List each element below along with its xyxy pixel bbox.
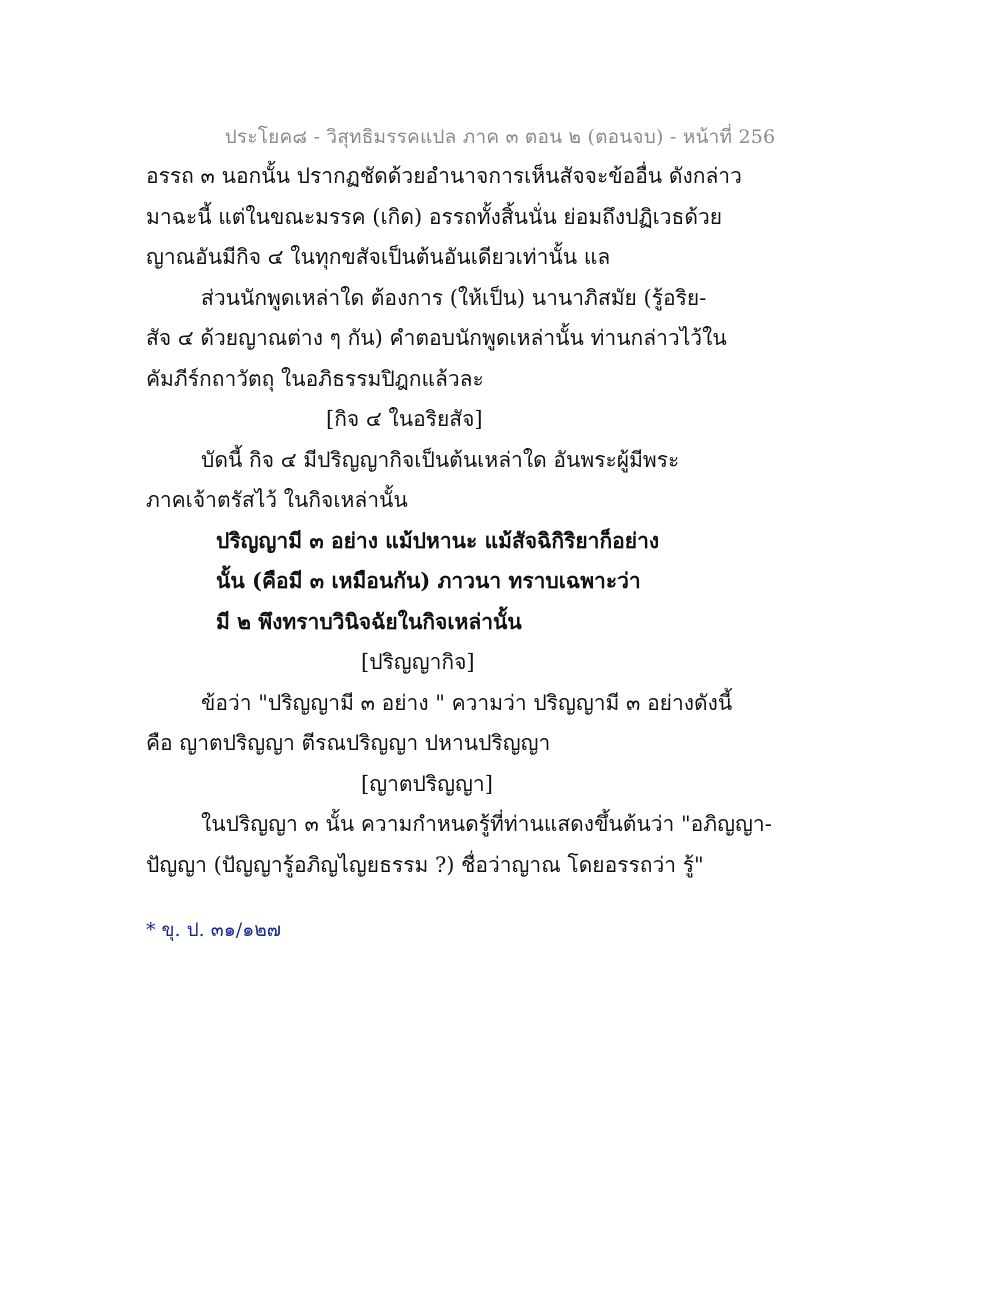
text-line: ภาคเจ้าตรัสไว้ ในกิจเหล่านั้น xyxy=(146,488,408,512)
text-line: ปัญญา (ปัญญารู้อภิญไญยธรรม ?) ชื่อว่าญาณ โดยอรรถว่า รู้" xyxy=(146,852,704,877)
text-line: ญาณอันมีกิจ ๔ ในทุกขสัจเป็นต้นอันเดียวเท่านั้น แล xyxy=(146,245,611,269)
paragraph-start: ในปริญญา ๓ นั้น ความกำหนดรู้ที่ท่านแสดงขึ้นต้นว่า "อภิญญา- xyxy=(201,812,772,836)
paragraph-start: ข้อว่า "ปริญญามี ๓ อย่าง " ความว่า ปริญญามี ๓ อย่างดังนี้ xyxy=(201,690,733,715)
verse-line: มี ๒ พึงทราบวินิจฉัยในกิจเหล่านั้น xyxy=(216,608,522,634)
page-header: ประโยค๘ - วิสุทธิมรรคแปล ภาค ๓ ตอน ๒ (ตอนจบ) - หน้าที่ 256 xyxy=(224,126,776,148)
text-line: สัจ ๔ ด้วยญาณต่าง ๆ กัน) คำตอบนักพูดเหล่านั้น ท่านกล่าวไว้ใน xyxy=(146,326,727,350)
section-heading: [ญาตปริญญา] xyxy=(361,771,493,796)
paragraph-start: บัดนี้ กิจ ๔ มีปริญญากิจเป็นต้นเหล่าใด อันพระผู้มีพระ xyxy=(201,447,680,472)
paragraph-start: ส่วนนักพูดเหล่าใด ต้องการ (ให้เป็น) นานาภิสมัย (รู้อริย- xyxy=(201,285,707,310)
section-heading: [กิจ ๔ ในอริยสัจ] xyxy=(326,407,483,431)
text-line: คัมภีร์กถาวัตถุ ในอภิธรรมปิฎกแล้วละ xyxy=(146,366,484,391)
text-line: มาฉะนี้ แต่ในขณะมรรค (เกิด) อรรถทั้งสิ้นนั่น ย่อมถึงปฏิเวธด้วย xyxy=(146,204,723,229)
page-body xyxy=(146,156,772,885)
section-heading: [ปริญญากิจ] xyxy=(361,650,475,674)
verse-line: นั้น (คือมี ๓ เหมือนกัน) ภาวนา ทราบเฉพาะว่า xyxy=(216,568,641,593)
text-line: อรรถ ๓ นอกนั้น ปรากฏชัดด้วยอำนาจการเห็นสัจจะข้ออื่น ดังกล่าว xyxy=(146,164,742,188)
footnote: * ขุ. ป. ๓๑/๑๒๗ xyxy=(146,919,282,941)
text-line: คือ ญาตปริญญา ตีรณปริญญา ปหานปริญญา xyxy=(146,731,551,755)
verse-line: ปริญญามี ๓ อย่าง แม้ปหานะ แม้สัจฉิกิริยาก็อย่าง xyxy=(216,527,660,553)
